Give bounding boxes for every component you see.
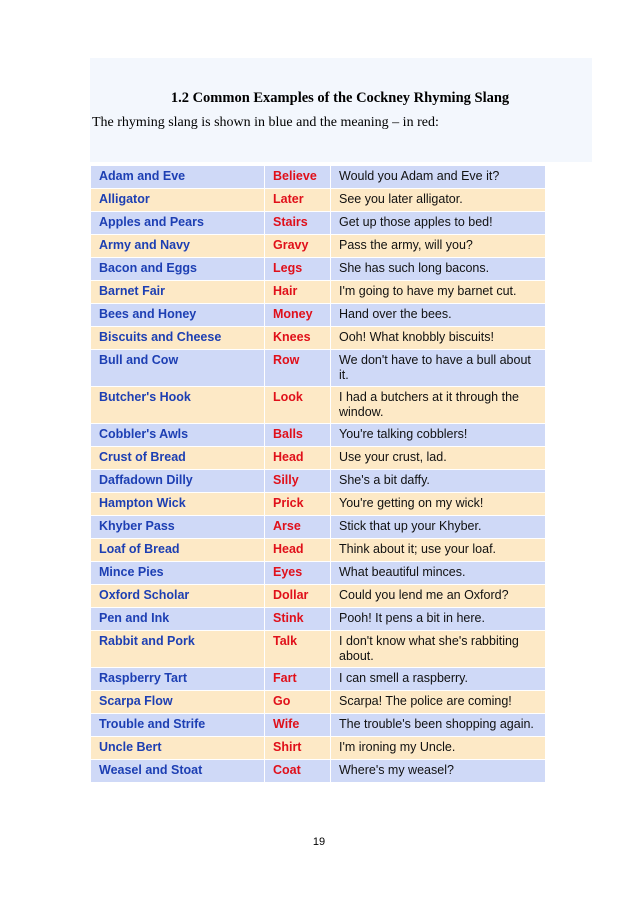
example-cell: Use your crust, lad. bbox=[331, 447, 546, 470]
table-row bbox=[91, 447, 546, 470]
slang-cell: Cobbler's Awls bbox=[91, 424, 265, 447]
meaning-cell: Eyes bbox=[265, 562, 331, 585]
example-cell: Stick that up your Khyber. bbox=[331, 516, 546, 539]
table-row bbox=[91, 608, 546, 631]
slang-cell: Rabbit and Pork bbox=[91, 631, 265, 668]
table-row bbox=[91, 493, 546, 516]
meaning-cell: Believe bbox=[265, 166, 331, 189]
table-row bbox=[91, 387, 546, 424]
meaning-cell: Fart bbox=[265, 668, 331, 691]
meaning-cell: Go bbox=[265, 691, 331, 714]
meaning-cell: Prick bbox=[265, 493, 331, 516]
slang-cell: Khyber Pass bbox=[91, 516, 265, 539]
slang-cell: Weasel and Stoat bbox=[91, 760, 265, 783]
table-row bbox=[91, 258, 546, 281]
example-cell: Pooh! It pens a bit in here. bbox=[331, 608, 546, 631]
example-cell: I don't know what she's rabbiting about. bbox=[331, 631, 546, 668]
intro-text: The rhyming slang is shown in blue and the meaning – in red: bbox=[92, 115, 439, 130]
example-cell: See you later alligator. bbox=[331, 189, 546, 212]
slang-cell: Biscuits and Cheese bbox=[91, 327, 265, 350]
meaning-cell: Look bbox=[265, 387, 331, 424]
example-cell: What beautiful minces. bbox=[331, 562, 546, 585]
table-row bbox=[91, 562, 546, 585]
example-cell: I had a butchers at it through the window. bbox=[331, 387, 546, 424]
meaning-cell: Legs bbox=[265, 258, 331, 281]
slang-cell: Hampton Wick bbox=[91, 493, 265, 516]
table-row bbox=[91, 585, 546, 608]
table-row bbox=[91, 668, 546, 691]
example-cell: Pass the army, will you? bbox=[331, 235, 546, 258]
meaning-cell: Gravy bbox=[265, 235, 331, 258]
slang-cell: Apples and Pears bbox=[91, 212, 265, 235]
table-row bbox=[91, 516, 546, 539]
meaning-cell: Balls bbox=[265, 424, 331, 447]
slang-cell: Bull and Cow bbox=[91, 350, 265, 387]
slang-cell: Bacon and Eggs bbox=[91, 258, 265, 281]
example-cell: Ooh! What knobbly biscuits! bbox=[331, 327, 546, 350]
slang-table-body bbox=[91, 166, 546, 783]
example-cell: The trouble's been shopping again. bbox=[331, 714, 546, 737]
table-row bbox=[91, 470, 546, 493]
example-cell: She's a bit daffy. bbox=[331, 470, 546, 493]
table-row bbox=[91, 424, 546, 447]
slang-cell: Butcher's Hook bbox=[91, 387, 265, 424]
meaning-cell: Row bbox=[265, 350, 331, 387]
meaning-cell: Later bbox=[265, 189, 331, 212]
meaning-cell: Money bbox=[265, 304, 331, 327]
example-cell: Scarpa! The police are coming! bbox=[331, 691, 546, 714]
slang-cell: Oxford Scholar bbox=[91, 585, 265, 608]
slang-cell: Daffadown Dilly bbox=[91, 470, 265, 493]
table-row bbox=[91, 737, 546, 760]
meaning-cell: Hair bbox=[265, 281, 331, 304]
slang-cell: Bees and Honey bbox=[91, 304, 265, 327]
example-cell: Could you lend me an Oxford? bbox=[331, 585, 546, 608]
meaning-cell: Knees bbox=[265, 327, 331, 350]
slang-cell: Scarpa Flow bbox=[91, 691, 265, 714]
slang-cell: Barnet Fair bbox=[91, 281, 265, 304]
page-number: 19 bbox=[312, 836, 326, 848]
meaning-cell: Talk bbox=[265, 631, 331, 668]
header-box bbox=[90, 58, 592, 162]
slang-cell: Trouble and Strife bbox=[91, 714, 265, 737]
slang-cell: Mince Pies bbox=[91, 562, 265, 585]
slang-cell: Pen and Ink bbox=[91, 608, 265, 631]
slang-cell: Loaf of Bread bbox=[91, 539, 265, 562]
table-row bbox=[91, 166, 546, 189]
example-cell: You're talking cobblers! bbox=[331, 424, 546, 447]
example-cell: Think about it; use your loaf. bbox=[331, 539, 546, 562]
table-row bbox=[91, 212, 546, 235]
slang-cell: Uncle Bert bbox=[91, 737, 265, 760]
slang-cell: Adam and Eve bbox=[91, 166, 265, 189]
example-cell: You're getting on my wick! bbox=[331, 493, 546, 516]
table-row bbox=[91, 327, 546, 350]
example-cell: Where's my weasel? bbox=[331, 760, 546, 783]
slang-cell: Alligator bbox=[91, 189, 265, 212]
meaning-cell: Wife bbox=[265, 714, 331, 737]
table-row bbox=[91, 714, 546, 737]
table-row bbox=[91, 235, 546, 258]
table-row bbox=[91, 281, 546, 304]
meaning-cell: Head bbox=[265, 539, 331, 562]
meaning-cell: Head bbox=[265, 447, 331, 470]
meaning-cell: Arse bbox=[265, 516, 331, 539]
meaning-cell: Stink bbox=[265, 608, 331, 631]
meaning-cell: Stairs bbox=[265, 212, 331, 235]
section-title: 1.2 Common Examples of the Cockney Rhyming Slang bbox=[170, 90, 510, 106]
slang-cell: Raspberry Tart bbox=[91, 668, 265, 691]
table-row bbox=[91, 691, 546, 714]
meaning-cell: Silly bbox=[265, 470, 331, 493]
example-cell: Hand over the bees. bbox=[331, 304, 546, 327]
slang-cell: Crust of Bread bbox=[91, 447, 265, 470]
table-row bbox=[91, 631, 546, 668]
example-cell: I can smell a raspberry. bbox=[331, 668, 546, 691]
example-cell: We don't have to have a bull about it. bbox=[331, 350, 546, 387]
slang-cell: Army and Navy bbox=[91, 235, 265, 258]
example-cell: I'm going to have my barnet cut. bbox=[331, 281, 546, 304]
slang-table bbox=[90, 165, 546, 783]
meaning-cell: Shirt bbox=[265, 737, 331, 760]
example-cell: She has such long bacons. bbox=[331, 258, 546, 281]
table-row bbox=[91, 304, 546, 327]
table-row bbox=[91, 760, 546, 783]
example-cell: Would you Adam and Eve it? bbox=[331, 166, 546, 189]
example-cell: Get up those apples to bed! bbox=[331, 212, 546, 235]
example-cell: I'm ironing my Uncle. bbox=[331, 737, 546, 760]
meaning-cell: Coat bbox=[265, 760, 331, 783]
table-row bbox=[91, 539, 546, 562]
meaning-cell: Dollar bbox=[265, 585, 331, 608]
table-row bbox=[91, 189, 546, 212]
table-row bbox=[91, 350, 546, 387]
